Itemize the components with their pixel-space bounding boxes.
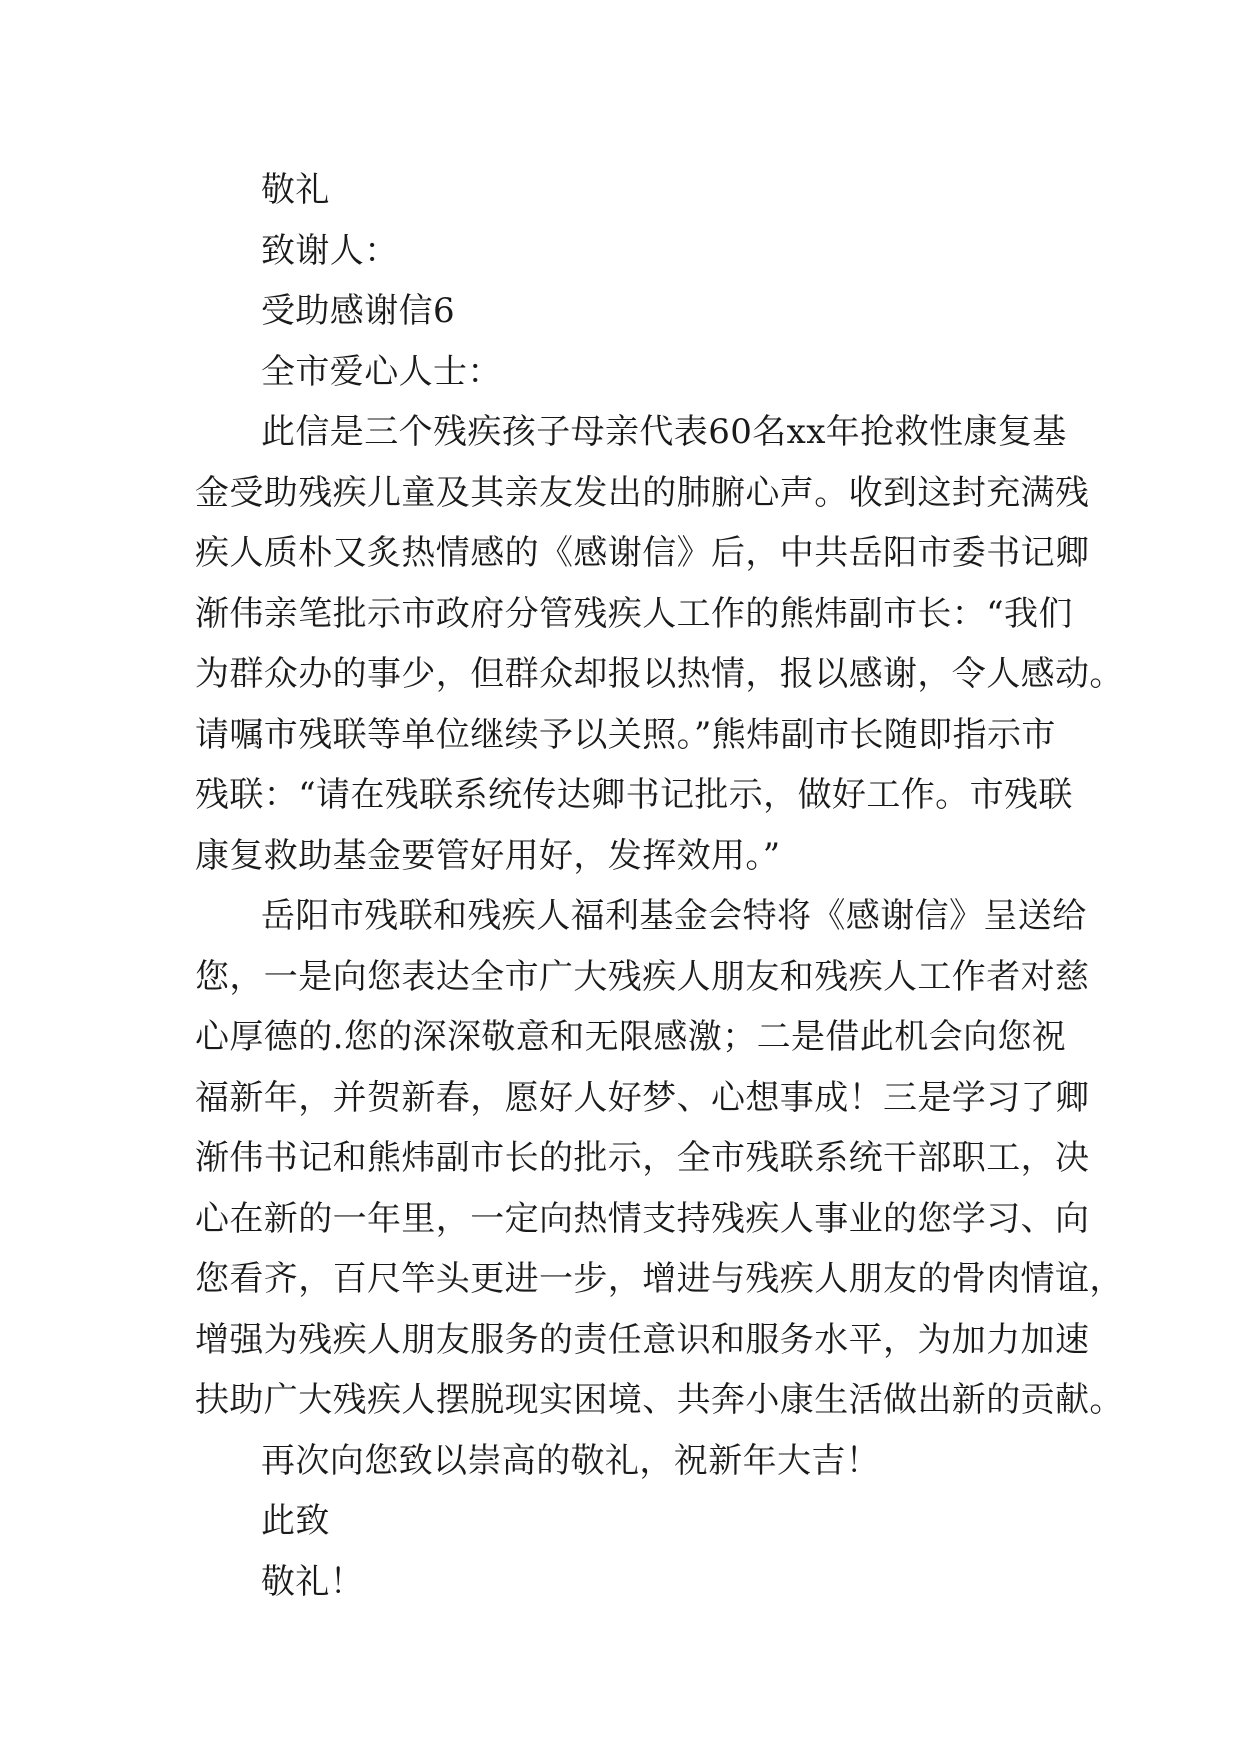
letter-title: 受助感谢信6 [261,291,456,331]
paragraph-1-line: 为群众办的事少，但群众却报以热情，报以感谢，令人感动。 [195,654,1124,694]
paragraph-1-line: 金受助残疾儿童及其亲友发出的肺腑心声。收到这封充满残 [195,472,1090,513]
paragraph-2-line: 增强为残疾人朋友服务的责任意识和服务水平，为加力加速 [195,1319,1090,1360]
paragraph-2-line: 渐伟书记和熊炜副市长的批示，全市残联系统干部职工，决 [195,1138,1090,1178]
closing-ci-zhi: 此致 [261,1501,330,1541]
paragraph-1-line: 请嘱市残联等单位继续予以关照。”熊炜副市长随即指示市 [195,714,1056,755]
salutation: 全市爱心人士： [261,351,502,392]
paragraph-2-line: 扶助广大残疾人摆脱现实困境、共奔小康生活做出新的贡献。 [195,1380,1124,1420]
paragraph-1-line: 此信是三个残疾孩子母亲代表60名xx年抢救性康复基 [261,412,1067,452]
closing-jing-li: 敬礼！ [261,1561,365,1602]
paragraph-2-line: 福新年，并贺新春，愿好人好梦、心想事成！三是学习了卿 [195,1077,1090,1118]
paragraph-2-line: 您，一是向您表达全市广大残疾人朋友和残疾人工作者对慈 [195,956,1090,997]
paragraph-1-line: 残联：“请在残联系统传达卿书记批示，做好工作。市残联 [195,775,1073,815]
paragraph-2-line: 心在新的一年里，一定向热情支持残疾人事业的您学习、向 [195,1198,1090,1239]
thanks-signature-label: 致谢人： [261,230,399,271]
paragraph-1-line: 渐伟亲笔批示市政府分管残疾人工作的熊炜副市长：“我们 [195,593,1073,634]
paragraph-1-line: 康复救助基金要管好用好，发挥效用。” [195,835,781,876]
paragraph-1-line: 疾人质朴又炙热情感的《感谢信》后，中共岳阳市委书记卿 [195,533,1090,573]
paragraph-2-line: 您看齐，百尺竿头更进一步，增进与残疾人朋友的骨肉情谊， [195,1259,1124,1299]
paragraph-2-line: 心厚德的.您的深深敬意和无限感激；二是借此机会向您祝 [195,1017,1067,1057]
paragraph-2-line: 岳阳市残联和残疾人福利基金会特将《感谢信》呈送给 [261,896,1087,936]
closing-wish: 再次向您致以崇高的敬礼，祝新年大吉！ [261,1440,881,1481]
closing-salute: 敬礼 [261,170,330,210]
